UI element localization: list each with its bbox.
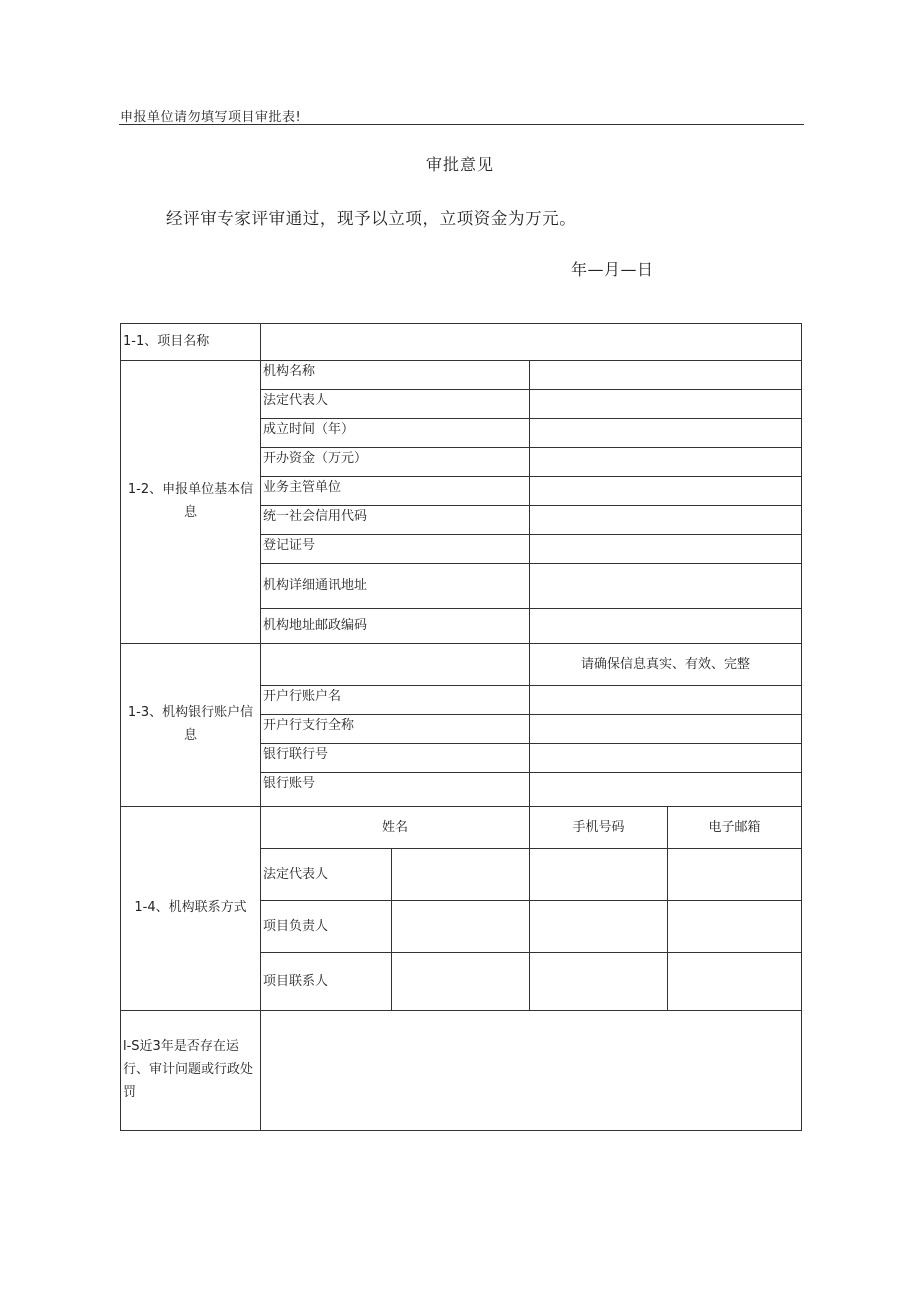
field-label: 业务主管单位 bbox=[261, 477, 530, 506]
contact-email-value[interactable] bbox=[668, 849, 802, 901]
section-1-3-label: 1-3、机构银行账户信息 bbox=[121, 644, 261, 807]
section-1-4-header-row bbox=[121, 807, 802, 849]
field-value[interactable] bbox=[530, 361, 802, 390]
contact-phone-value[interactable] bbox=[530, 849, 668, 901]
project-form-table bbox=[120, 323, 802, 1131]
field-label bbox=[261, 644, 530, 686]
approval-date-line: 年—月—日 bbox=[571, 260, 654, 279]
field-label: 机构名称 bbox=[261, 361, 530, 390]
field-value[interactable] bbox=[530, 390, 802, 419]
field-label: 机构地址邮政编码 bbox=[261, 609, 530, 644]
section-1-2-row bbox=[121, 361, 802, 390]
section-1-2-label: 1-2、申报单位基本信息 bbox=[121, 361, 261, 644]
field-value[interactable] bbox=[530, 506, 802, 535]
contact-email-value[interactable] bbox=[668, 953, 802, 1011]
contact-role: 法定代表人 bbox=[261, 849, 392, 901]
contact-role: 项目负责人 bbox=[261, 901, 392, 953]
contact-email-value[interactable] bbox=[668, 901, 802, 953]
contact-name-value[interactable] bbox=[392, 849, 530, 901]
section-1-1-row bbox=[121, 324, 802, 361]
approval-title: 审批意见 bbox=[425, 155, 494, 174]
field-label: 银行账号 bbox=[261, 773, 530, 807]
field-label: 法定代表人 bbox=[261, 390, 530, 419]
section-1-3-row bbox=[121, 644, 802, 686]
contact-name-value[interactable] bbox=[392, 953, 530, 1011]
section-1-4-label: 1-4、机构联系方式 bbox=[121, 807, 261, 1011]
section-1-5-row bbox=[121, 1011, 802, 1131]
field-value[interactable] bbox=[530, 773, 802, 807]
contact-header-phone: 手机号码 bbox=[530, 807, 668, 849]
bank-info-note: 请确保信息真实、有效、完整 bbox=[530, 644, 802, 686]
section-1-1-label: 1-1、项目名称 bbox=[121, 324, 261, 361]
field-value[interactable] bbox=[530, 564, 802, 609]
contact-role: 项目联系人 bbox=[261, 953, 392, 1011]
field-label: 银行联行号 bbox=[261, 744, 530, 773]
field-label: 统一社会信用代码 bbox=[261, 506, 530, 535]
field-label: 开办资金（万元） bbox=[261, 448, 530, 477]
field-value[interactable] bbox=[530, 419, 802, 448]
field-label: 登记证号 bbox=[261, 535, 530, 564]
field-value[interactable] bbox=[530, 477, 802, 506]
field-value[interactable] bbox=[530, 448, 802, 477]
field-value[interactable] bbox=[530, 744, 802, 773]
header-note: 申报单位请勿填写项目审批表! bbox=[120, 110, 302, 125]
approval-statement: 经评审专家评审通过，现予以立项，立项资金为万元。 bbox=[166, 209, 577, 228]
field-label: 开户行支行全称 bbox=[261, 715, 530, 744]
contact-header-email: 电子邮箱 bbox=[668, 807, 802, 849]
field-label: 成立时间（年） bbox=[261, 419, 530, 448]
field-value[interactable] bbox=[530, 686, 802, 715]
project-name-value[interactable] bbox=[261, 324, 802, 361]
field-value[interactable] bbox=[530, 609, 802, 644]
contact-phone-value[interactable] bbox=[530, 901, 668, 953]
field-value[interactable] bbox=[530, 535, 802, 564]
field-label: 开户行账户名 bbox=[261, 686, 530, 715]
section-1-5-label: l-S近3年是否存在运行、审计问题或行政处罚 bbox=[121, 1011, 261, 1131]
contact-header-name: 姓名 bbox=[261, 807, 530, 849]
header-divider bbox=[119, 124, 804, 125]
field-value[interactable] bbox=[530, 715, 802, 744]
contact-phone-value[interactable] bbox=[530, 953, 668, 1011]
field-label: 机构详细通讯地址 bbox=[261, 564, 530, 609]
contact-name-value[interactable] bbox=[392, 901, 530, 953]
section-1-5-value[interactable] bbox=[261, 1011, 802, 1131]
